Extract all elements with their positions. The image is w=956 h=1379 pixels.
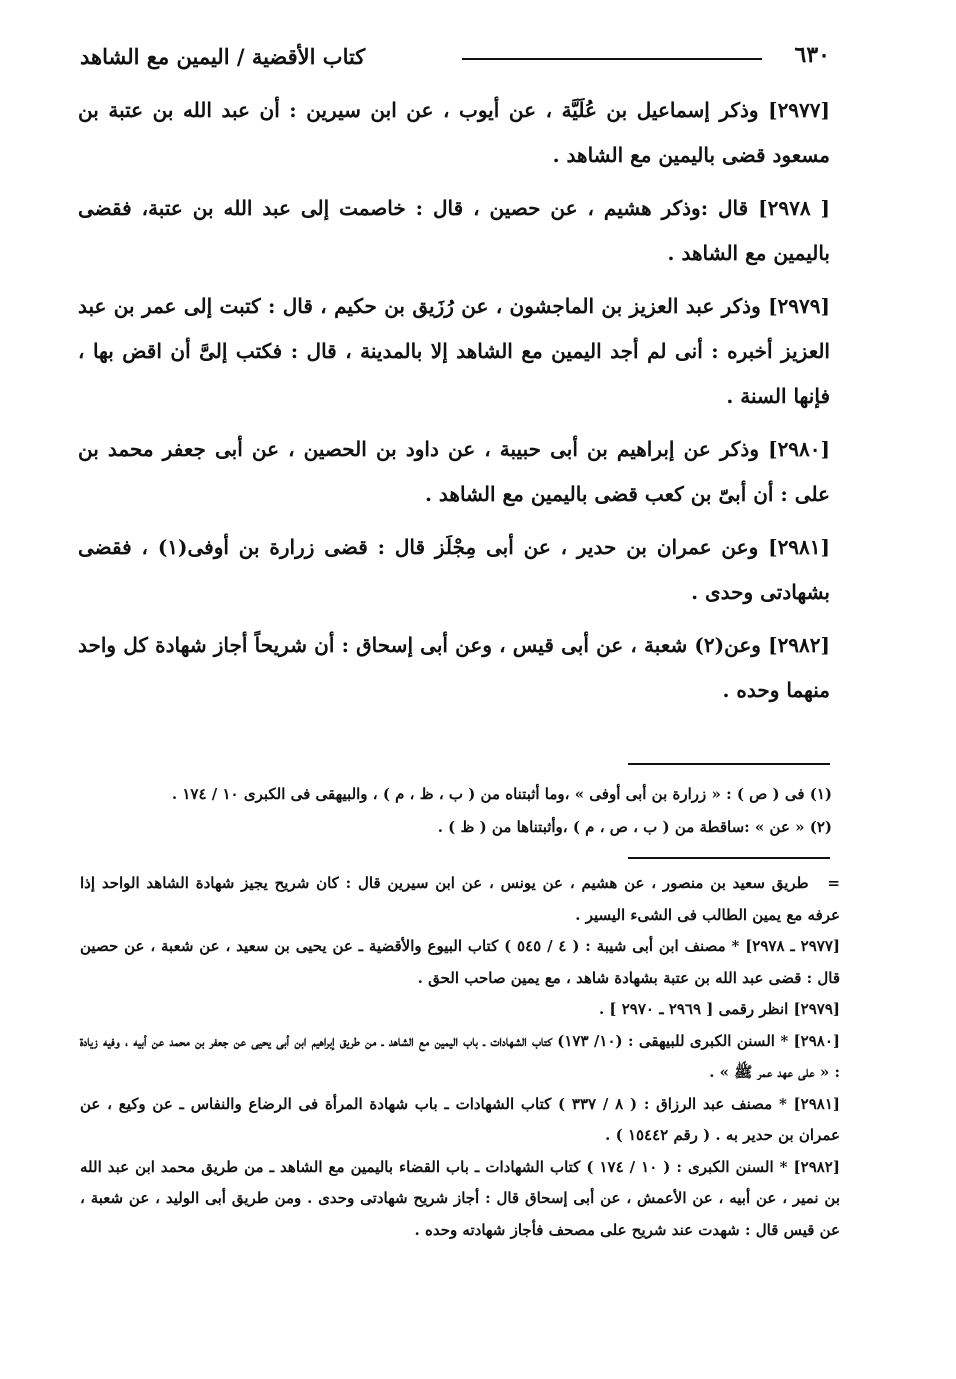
source-entry: [٢٩٨١] * مصنف عبد الرزاق : ( ٨ / ٣٣٧ ) كتاب الشهادات ـ باب شهادة المرأة فى الرضاع والنفاس ـ عن وكيع ، عن عمران بن حدير به . ( رقم ١٥٤٤٢ ) . [80, 1094, 840, 1144]
entry-number: [٢٩٨٢] [768, 633, 830, 657]
source-text: طريق سعيد بن منصور ، عن هشيم ، عن يونس ، عن ابن سيرين قال : كان شريح يجيز شهادة الشاهد الواحد إذا عرفه مع يمين الطالب فى الشىء اليسير . [80, 874, 840, 924]
hadith-entry [78, 427, 830, 517]
source-entry: [٢٩٨٠] * السنن الكبرى للبيهقى : (١٠/ ١٧٣) كتاب الشهادات ـ باب اليمين مع الشاهد ـ من طريق إبراهيم ابن أبى يحيى عن جعفر بن محمد عن أبيه ، وفيه زيادة : « على عهد عمر ﷺ » . [80, 1031, 840, 1081]
source-continuation [80, 868, 840, 931]
footnote: (٢) « عن » :ساقطة من ( ب ، ص ، م ) ،وأثبتناها من ( ظ ) . [437, 818, 832, 836]
source-entry: [٢٩٧٧ ـ ٢٩٧٨] * مصنف ابن أبى شيبة : ( ٤ / ٥٤٥ ) كتاب البيوع والأقضية ـ عن يحيى بن سعيد ، عن شعبة ، عن حصين قال : قضى عبد الله بن عتبة بشهادة شاهد ، مع يمين صاحب الحق . [80, 937, 840, 987]
entry-text: وذكر عن إبراهيم بن أبى حبيبة ، عن داود بن الحصين ، عن أبى جعفر محمد بن على : أن أبىّ بن كعب قضى باليمين مع الشاهد . [78, 437, 830, 506]
footnotes [80, 778, 832, 844]
main-text [78, 88, 830, 721]
hadith-entry [78, 623, 830, 713]
source-references [80, 868, 840, 1246]
entry-number: [٢٩٨١] [768, 535, 830, 559]
entry-text: قال :وذكر هشيم ، عن حصين ، قال : خاصمت إلى عبد الله بن عتبة، فقضى باليمين مع الشاهد . [78, 196, 830, 265]
source-entry: [٢٩٧٩] انظر رقمى [ ٢٩٦٩ ـ ٢٩٧٠ ] . [598, 1000, 840, 1018]
entry-text: وعن(٢) شعبة ، عن أبى قيس ، وعن أبى إسحاق : أن شريحاً أجاز شهادة كل واحد منهما وحده . [78, 633, 830, 702]
entry-number: [٢٩٧٩] [768, 294, 830, 318]
entry-number: [٢٩٧٧] [768, 98, 830, 122]
header-rule [462, 58, 762, 60]
page-header [80, 42, 830, 82]
entry-number: [ ٢٩٧٨] [758, 196, 830, 220]
hadith-entry [78, 525, 830, 615]
page-number: ٦٣٠ [794, 42, 830, 68]
sources-divider [628, 857, 830, 859]
entry-text: وذكر عبد العزيز بن الماجشون ، عن رُزَيق بن حكيم ، قال : كتبت إلى عمر بن عبد العزيز أخبره : أنى لم أجد اليمين مع الشاهد إلا بالمدينة ، قال : فكتب إلىَّ أن اقض بها ، فإنها السنة . [78, 294, 830, 408]
running-title: كتاب الأقضية / اليمين مع الشاهد [80, 44, 366, 69]
footnote: (١) فى ( ص ) : « زرارة بن أبى أوفى » ،وما أثبتناه من ( ب ، ظ ، م ) ، والبيهقى فى الكبرى ١٠ / ١٧٤ . [171, 785, 832, 803]
source-entry: [٢٩٨٢] * السنن الكبرى : ( ١٠ / ١٧٤ ) كتاب الشهادات ـ باب القضاء باليمين مع الشاهد ـ من طريق محمد ابن عبد الله بن نمير ، عن أبيه ، عن الأعمش ، عن أبى إسحاق قال : أجاز شريح شهادتى وحدى . ومن طريق أبى الوليد ، عن شعبة ، عن قيس قال : شهدت عند شريح على مصحف فأجاز شهادته وحده . [80, 1157, 840, 1239]
footnotes-divider [628, 763, 830, 765]
entry-text: وذكر إسماعيل بن عُلَيَّة ، عن أيوب ، عن ابن سيرين : أن عبد الله بن عتبة بن مسعود قضى باليمين مع الشاهد . [78, 98, 830, 167]
entry-text: وعن عمران بن حدير ، عن أبى مِجْلَز قال : قضى زرارة بن أوفى(١) ، فقضى بشهادتى وحدى . [78, 535, 830, 604]
entry-number: [٢٩٨٠] [768, 437, 830, 461]
hadith-entry [78, 284, 830, 419]
continuation-mark: = [827, 874, 840, 892]
hadith-entry [78, 88, 830, 178]
hadith-entry [78, 186, 830, 276]
